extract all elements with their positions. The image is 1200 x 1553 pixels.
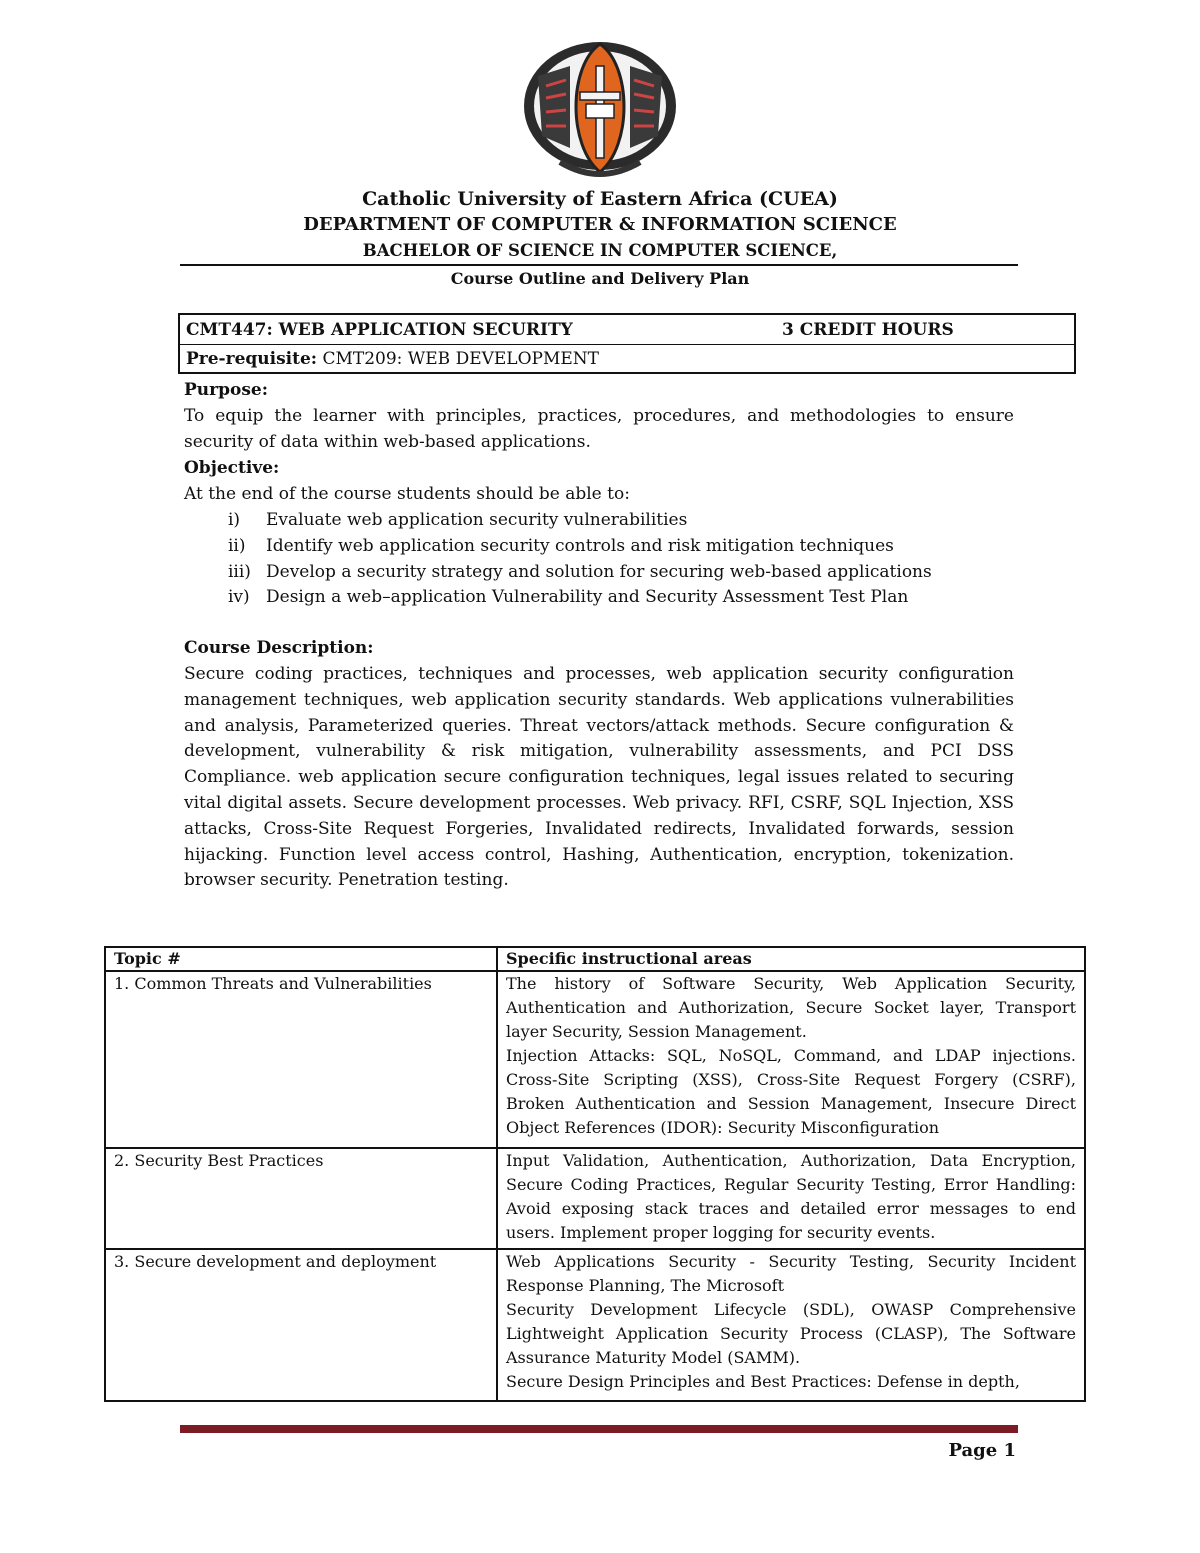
topic-cell: 1. Common Threats and Vulnerabilities <box>105 971 497 1148</box>
university-name: Catholic University of Eastern Africa (CUEA) <box>362 188 838 210</box>
column-header-topic: Topic # <box>105 947 497 971</box>
table-row <box>105 971 1085 1148</box>
prerequisite-label: Pre-requisite: <box>186 349 318 369</box>
table-row <box>105 1148 1085 1250</box>
objective-list <box>228 508 1028 611</box>
course-credits: 3 CREDIT HOURS <box>782 320 954 340</box>
course-code-title: CMT447: WEB APPLICATION SECURITY <box>186 320 573 340</box>
list-item: iii) Develop a security strategy and solution for securing web-based applications <box>228 561 932 582</box>
column-header-areas: Specific instructional areas <box>497 947 1085 971</box>
prerequisite-row <box>180 344 1074 373</box>
areas-cell: Input Validation, Authentication, Authorization, Data Encryption, Secure Coding Practices, Regular Security Testing, Error Handling: Avoid exposing stack traces and detailed error messages to end users. Implement proper logging for security events. <box>497 1148 1085 1250</box>
purpose-heading: Purpose: <box>184 380 268 400</box>
course-description-heading: Course Description: <box>184 638 374 658</box>
department-name: DEPARTMENT OF COMPUTER & INFORMATION SCIENCE <box>303 214 897 235</box>
objective-intro: At the end of the course students should be able to: <box>184 484 630 504</box>
list-item: ii) Identify web application security controls and risk mitigation techniques <box>228 535 894 556</box>
table-row <box>105 1249 1085 1401</box>
page-number: Page 1 <box>948 1440 1016 1461</box>
footer-divider <box>180 1425 1018 1433</box>
list-item: i) Evaluate web application security vulnerabilities <box>228 510 688 530</box>
topic-cell: 3. Secure development and deployment <box>105 1249 497 1401</box>
objective-heading: Objective: <box>184 458 280 478</box>
areas-cell: The history of Software Security, Web Application Security, Authentication and Authorization, Secure Socket layer, Transport layer Security, Session Management. Injection Attacks: SQL, NoSQL, Command, and LDAP injections. Cross-Site Scripting (XSS), Cross-Site Request Forgery (CSRF), Broken Authentication and Session Management, Insecure Direct Object References (IDOR): Security Misconfiguration <box>497 971 1085 1148</box>
list-item: iv) Design a web–application Vulnerability and Security Assessment Test Plan <box>228 587 909 608</box>
purpose-text: To equip the learner with principles, practices, procedures, and methodologies to ensure security of data within web-based applications. <box>184 406 1014 452</box>
programme-name: BACHELOR OF SCIENCE IN COMPUTER SCIENCE, <box>362 241 838 260</box>
topics-table <box>104 946 1086 1402</box>
prerequisite-value: CMT209: WEB DEVELOPMENT <box>322 349 600 369</box>
course-title-row <box>180 315 1074 345</box>
header-divider <box>180 264 1018 266</box>
course-info-box <box>178 313 1076 374</box>
topic-cell: 2. Security Best Practices <box>105 1148 497 1250</box>
university-crest-icon <box>520 36 680 184</box>
document-type: Course Outline and Delivery Plan <box>450 269 750 288</box>
areas-cell: Web Applications Security - Security Testing, Security Incident Response Planning, The Microsoft Security Development Lifecycle (SDL), OWASP Comprehensive Lightweight Application Security Process (CLASP), The Software Assurance Maturity Model (SAMM). Secure Design Principles and Best Practices: Defense in depth, <box>497 1249 1085 1401</box>
course-description-text: Secure coding practices, techniques and processes, web application security configuration management techniques, web application security standards. Web applications vulnerabilities and analysis, Parameterized queries. Threat vectors/attack methods. Secure configuration & development, vulnerability & risk mitigation, vulnerability assessments, and PCI DSS Compliance. web application secure configuration techniques, legal issues related to securing vital digital assets. Secure development processes. Web privacy. RFI, CSRF, SQL Injection, XSS attacks, Cross-Site Request Forgeries, Invalidated redirects, Invalidated forwards, session hijacking. Function level access control, Hashing, Authentication, encryption, tokenization. browser security. Penetration testing. <box>184 664 1014 891</box>
table-header-row <box>105 947 1085 971</box>
